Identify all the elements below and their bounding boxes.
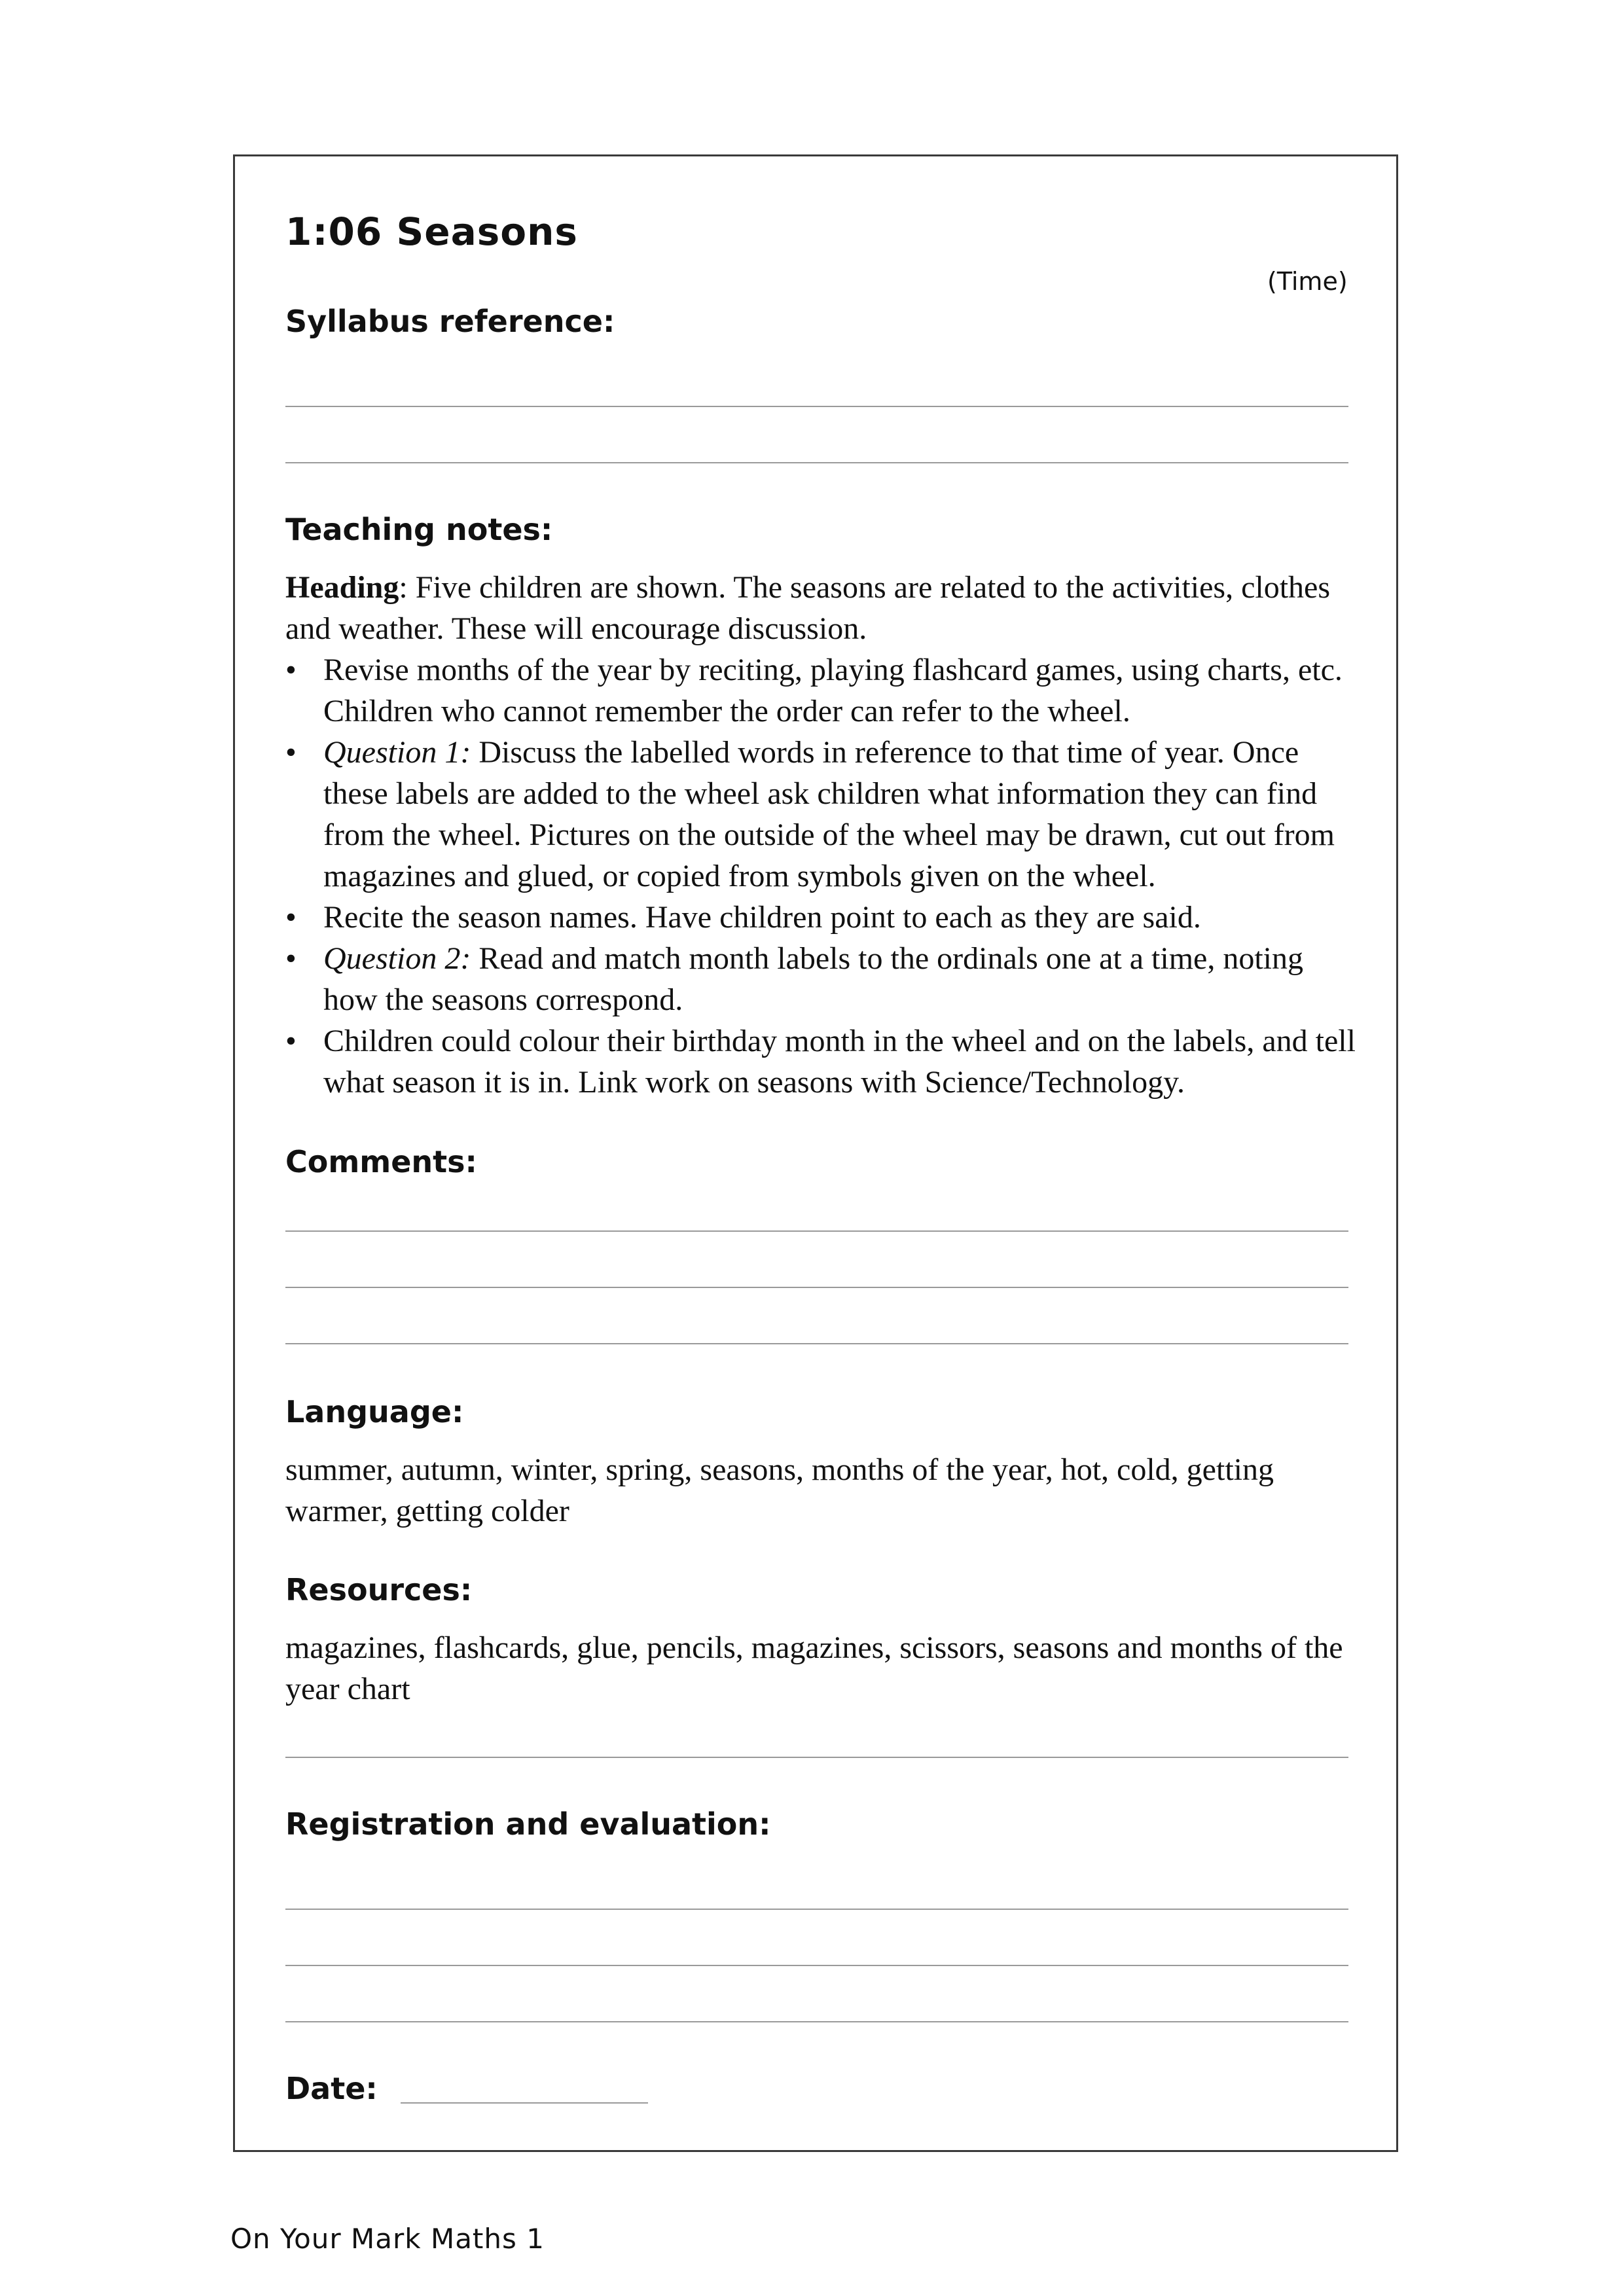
footer-text: On Your Mark Maths 1 — [230, 2223, 545, 2255]
bullet-italic: Question 2: — [323, 941, 471, 976]
registration-heading: Registration and evaluation: — [285, 1806, 771, 1842]
bullet-item — [285, 897, 1359, 938]
bullet-dot: • — [285, 653, 297, 687]
bullet-dot: • — [285, 735, 297, 770]
resources-heading: Resources: — [285, 1572, 473, 1607]
bullet-text: Revise months of the year by reciting, playing flashcard games, using charts, etc. Children who cannot remember the order can refer to the wheel. — [323, 653, 1343, 728]
date-line — [401, 2102, 648, 2104]
comments-line-3 — [285, 1343, 1348, 1344]
bullet-item — [285, 732, 1359, 897]
intro-bold: Heading — [285, 570, 399, 605]
teaching-notes-heading: Teaching notes: — [285, 512, 553, 547]
comments-line-2 — [285, 1287, 1348, 1288]
registration-line-3 — [285, 2021, 1348, 2022]
registration-line-1 — [285, 1909, 1348, 1910]
time-label: (Time) — [1267, 267, 1348, 296]
bullet-item — [285, 938, 1359, 1020]
bullet-item — [285, 1020, 1359, 1103]
intro-text: : Five children are shown. The seasons are related to the activities, clothes and weather. These will encourage discussion. — [285, 570, 1331, 646]
bullet-dot: • — [285, 900, 297, 935]
page-title: 1:06 Seasons — [285, 209, 578, 254]
language-text: summer, autumn, winter, spring, seasons, months of the year, hot, cold, getting warmer, getting colder — [285, 1452, 1274, 1528]
comments-line-1 — [285, 1230, 1348, 1232]
teaching-bullets — [285, 649, 1359, 1103]
resources-line — [285, 1757, 1348, 1758]
language-heading: Language: — [285, 1394, 464, 1429]
syllabus-line-1 — [285, 406, 1348, 407]
bullet-text: Recite the season names. Have children point to each as they are said. — [323, 900, 1201, 935]
bullet-item — [285, 649, 1359, 732]
bullet-text: Children could colour their birthday month in the wheel and on the labels, and tell what season it is in. Link work on seasons with Science/Technology. — [323, 1024, 1356, 1100]
syllabus-line-2 — [285, 462, 1348, 463]
registration-line-2 — [285, 1965, 1348, 1966]
bullet-text: Read and match month labels to the ordinals one at a time, noting how the seasons correspond. — [323, 941, 1304, 1017]
teaching-intro — [285, 567, 1359, 649]
teaching-notes-body — [285, 567, 1359, 1103]
comments-heading: Comments: — [285, 1144, 477, 1179]
bullet-italic: Question 1: — [323, 735, 471, 770]
bullet-text: Discuss the labelled words in reference to that time of year. Once these labels are added to the wheel ask children what information they can find from the wheel. Pictures on the outside of the wheel may be drawn, cut out from magazines and glued, or copied from symbols given on the wheel. — [323, 735, 1335, 893]
syllabus-heading: Syllabus reference: — [285, 304, 615, 339]
bullet-dot: • — [285, 1024, 297, 1058]
bullet-dot: • — [285, 941, 297, 976]
date-label: Date: — [285, 2071, 378, 2106]
resources-text: magazines, flashcards, glue, pencils, magazines, scissors, seasons and months of the year chart — [285, 1630, 1343, 1706]
